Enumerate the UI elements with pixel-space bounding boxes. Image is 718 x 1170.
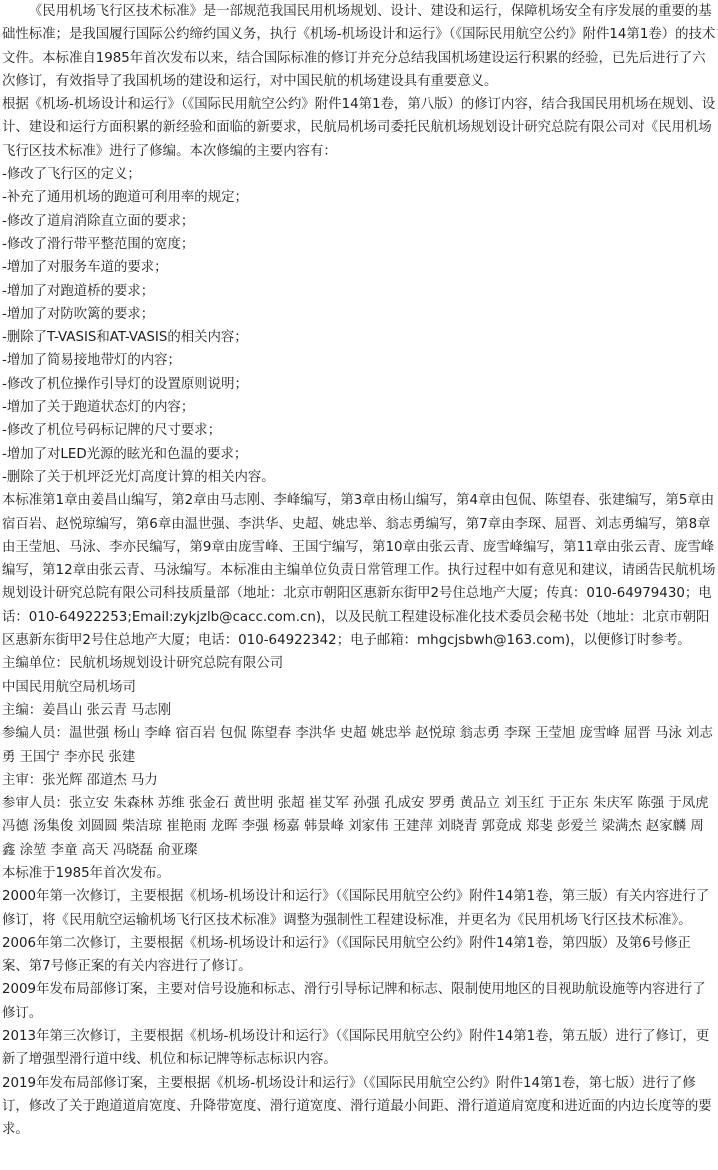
history-item: 本标准于1985年首次发布。 xyxy=(2,865,170,881)
chief-reviewers: 主审：张光辉 邵道杰 马力 xyxy=(2,772,158,788)
change-item: -增加了对跑道桥的要求； xyxy=(2,283,155,299)
history-item: 2000年第一次修订，主要根据《机场-机场设计和运行》（《国际民用航空公约》附件14第1卷，第三版）有关内容进行了修订，将《民用航空运输机场飞行区技术标准》调整为强制性工程建设标准，并更名为《民用机场飞行区技术标准》。 xyxy=(2,889,710,928)
review-panel: 参审人员：张立安 朱森林 苏维 张金石 黄世明 张超 崔艾军 孙强 孔成安 罗勇 黄品立 刘玉红 于正东 朱庆军 陈强 于凤虎 冯德 汤集俊 刘圆圆 柴洁琼 崔艳雨 龙晖 李强 杨嘉 韩景峰 刘家伟 王建萍 刘晓青 郭竟成 郑斐 彭爱兰 梁满杰 赵家麟 周鑫 涂堃 李童 高天 冯晓磊 俞亚璨 xyxy=(2,796,709,858)
change-item: -修改了飞行区的定义； xyxy=(2,167,141,183)
history-item: 2013年第三次修订，主要根据《机场-机场设计和运行》（《国际民用航空公约》附件14第1卷，第五版）进行了修订，更新了增强型滑行道中线、机位和标记牌等标志标识内容。 xyxy=(2,1029,710,1068)
changes-list xyxy=(2,163,716,489)
contributors: 参编人员：温世强 杨山 李峰 宿百岩 包侃 陈望春 李洪华 史超 姚忠举 赵悦琼 翁志勇 李琛 王莹旭 庞雪峰 屈晋 马泳 刘志勇 王国宁 李亦民 张建 xyxy=(2,726,713,765)
revision-basis-paragraph: 根据《机场-机场设计和运行》（《国际民用航空公约》附件14第1卷，第八版）的修订内容，结合我国民用机场在规划、设计、建设和运行方面积累的新经验和面临的新要求，民航局机场司委托民航机场规划设计研究总院有限公司对《民用机场飞行区技术标准》进行了修编。本次修编的主要内容有： xyxy=(2,97,716,159)
change-item: -修改了机位操作引导灯的设置原则说明； xyxy=(2,376,248,392)
change-item: -删除了关于机坪泛光灯高度计算的相关内容。 xyxy=(2,469,275,485)
chief-editors: 主编：姜昌山 张云青 马志刚 xyxy=(2,702,172,718)
change-item: -增加了简易接地带灯的内容； xyxy=(2,353,181,369)
intro-paragraph: 《民用机场飞行区技术标准》是一部规范我国民用机场规划、设计、建设和运行，保障机场安全有序发展的重要的基础性标准；是我国履行国际公约缔约国义务，执行《机场-机场设计和运行》（《国际民用航空公约》附件14第1卷）的技术文件。本标准自1985年首次发布以来，结合国际标准的修订并充分总结我国机场建设运行积累的经验，已先后进行了六次修订，有效指导了我国机场的建设和运行，对中国民航的机场建设具有重要意义。 xyxy=(2,4,716,89)
authors-paragraph: 本标准第1章由姜昌山编写，第2章由马志刚、李峰编写，第3章由杨山编写，第4章由包侃、陈望春、张建编写，第5章由宿百岩、赵悦琼编写，第6章由温世强、李洪华、史超、姚忠举、翁志勇编写，第7章由李琛、屈晋、刘志勇编写，第8章由王莹旭、马泳、李亦民编写，第9章由庞雪峰、王国宁编写，第10章由张云青、庞雪峰编写，第11章由张云青、庞雪峰编写，第12章由张云青、马泳编写。本标准由主编单位负责日常管理工作。执行过程中如有意见和建议，请函告民航机场规划设计研究总院有限公司科技质量部（地址：北京市朝阳区惠新东街甲2号住总地产大厦；传真：010-64979430；电话：010-64922253;Email:zykjzlb@cacc.com.cn)，以及民航工程建设标准化技术委员会秘书处（地址：北京市朝阳区惠新东街甲2号住总地产大厦；电话：010-64922342；电子邮箱：mhgcjsbwh@163.com)，以便修订时参考。 xyxy=(2,493,716,649)
chief-unit: 主编单位：民航机场规划设计研究总院有限公司 xyxy=(2,656,284,672)
change-item: -修改了道肩消除直立面的要求； xyxy=(2,213,195,229)
revision-history xyxy=(2,862,716,1142)
history-item: 2019年发布局部修订案，主要根据《机场-机场设计和运行》（《国际民用航空公约》附件14第1卷，第七版）进行了修订，修改了关于跑道道肩宽度、升降带宽度、滑行道宽度、滑行道最小间距、滑行道道肩宽度和进近面的内边长度等的要求。 xyxy=(2,1075,712,1138)
history-item: 2009年发布局部修订案，主要对信号设施和标志、滑行引导标记牌和标志、限制使用地区的目视助航设施等内容进行了修订。 xyxy=(2,982,706,1021)
credits-block xyxy=(2,652,716,862)
change-item: -增加了对LED光源的眩光和色温的要求； xyxy=(2,446,248,462)
change-item: -增加了对服务车道的要求； xyxy=(2,260,168,276)
change-item: -修改了机位号码标记牌的尺寸要求； xyxy=(2,423,222,439)
change-item: -修改了滑行带平整范围的宽度； xyxy=(2,236,195,252)
change-item: -补充了通用机场的跑道可利用率的规定； xyxy=(2,190,248,206)
change-item: -增加了对防吹篱的要求； xyxy=(2,306,155,322)
change-item: -增加了关于跑道状态灯的内容； xyxy=(2,400,195,416)
second-unit: 中国民用航空局机场司 xyxy=(2,679,136,695)
change-item: -删除了T-VASIS和AT-VASIS的相关内容； xyxy=(2,330,248,346)
history-item: 2006年第二次修订，主要根据《机场-机场设计和运行》（《国际民用航空公约》附件14第1卷，第四版）及第6号修正案、第7号修正案的有关内容进行了修订。 xyxy=(2,935,691,975)
